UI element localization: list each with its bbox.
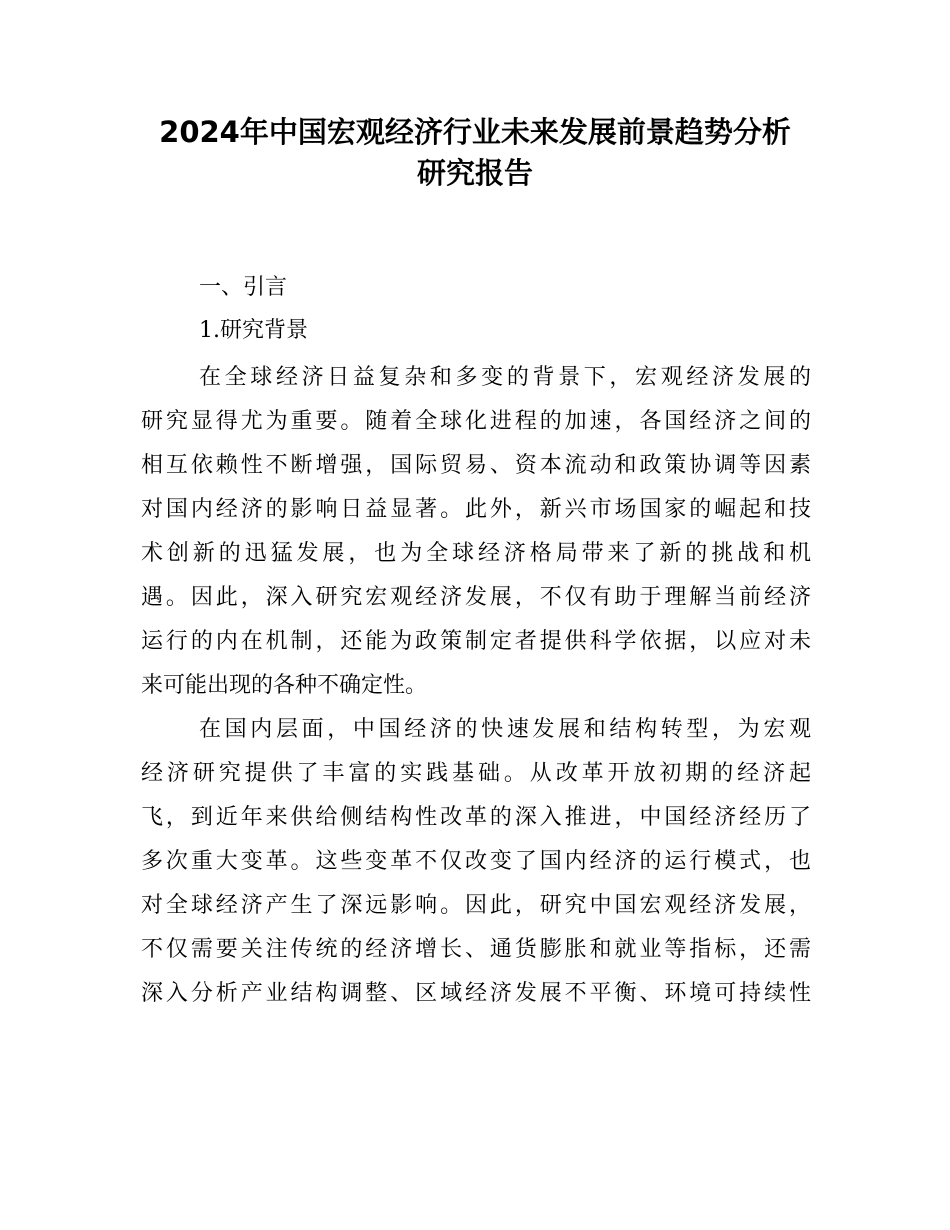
paragraph-1-line: 来可能出现的各种不确定性。	[141, 673, 428, 698]
paragraph-2-line: 多次重大变革。这些变革不仅改变了国内经济的运行模式，也	[141, 849, 811, 874]
paragraph-2-line: 在国内层面，中国经济的快速发展和结构转型，为宏观	[199, 717, 811, 742]
document-title-line-1: 2024年中国宏观经济行业未来发展前景趋势分析	[159, 115, 791, 149]
paragraph-1-line: 在全球经济日益复杂和多变的背景下，宏观经济发展的	[199, 365, 811, 390]
paragraph-1-line: 运行的内在机制，还能为政策制定者提供科学依据，以应对未	[141, 629, 811, 654]
paragraph-2-line: 飞，到近年来供给侧结构性改革的深入推进，中国经济经历了	[141, 805, 811, 830]
paragraph-1-line: 对国内经济的影响日益显著。此外，新兴市场国家的崛起和技	[141, 497, 811, 522]
paragraph-2-line: 深入分析产业结构调整、区域经济发展不平衡、环境可持续性	[141, 981, 811, 1006]
section-heading: 一、引言	[199, 275, 288, 300]
document-title-line-2: 研究报告	[416, 156, 533, 190]
subsection-heading: 1.研究背景	[199, 318, 308, 343]
paragraph-1-line: 术创新的迅猛发展，也为全球经济格局带来了新的挑战和机	[141, 541, 811, 566]
paragraph-1-line: 相互依赖性不断增强，国际贸易、资本流动和政策协调等因素	[141, 453, 811, 478]
paragraph-1-line: 研究显得尤为重要。随着全球化进程的加速，各国经济之间的	[141, 409, 811, 434]
paragraph-2-line: 对全球经济产生了深远影响。因此，研究中国宏观经济发展，	[141, 893, 811, 918]
paragraph-2-line: 经济研究提供了丰富的实践基础。从改革开放初期的经济起	[141, 761, 811, 786]
paragraph-1-line: 遇。因此，深入研究宏观经济发展，不仅有助于理解当前经济	[141, 585, 811, 610]
paragraph-2-line: 不仅需要关注传统的经济增长、通货膨胀和就业等指标，还需	[141, 937, 811, 962]
